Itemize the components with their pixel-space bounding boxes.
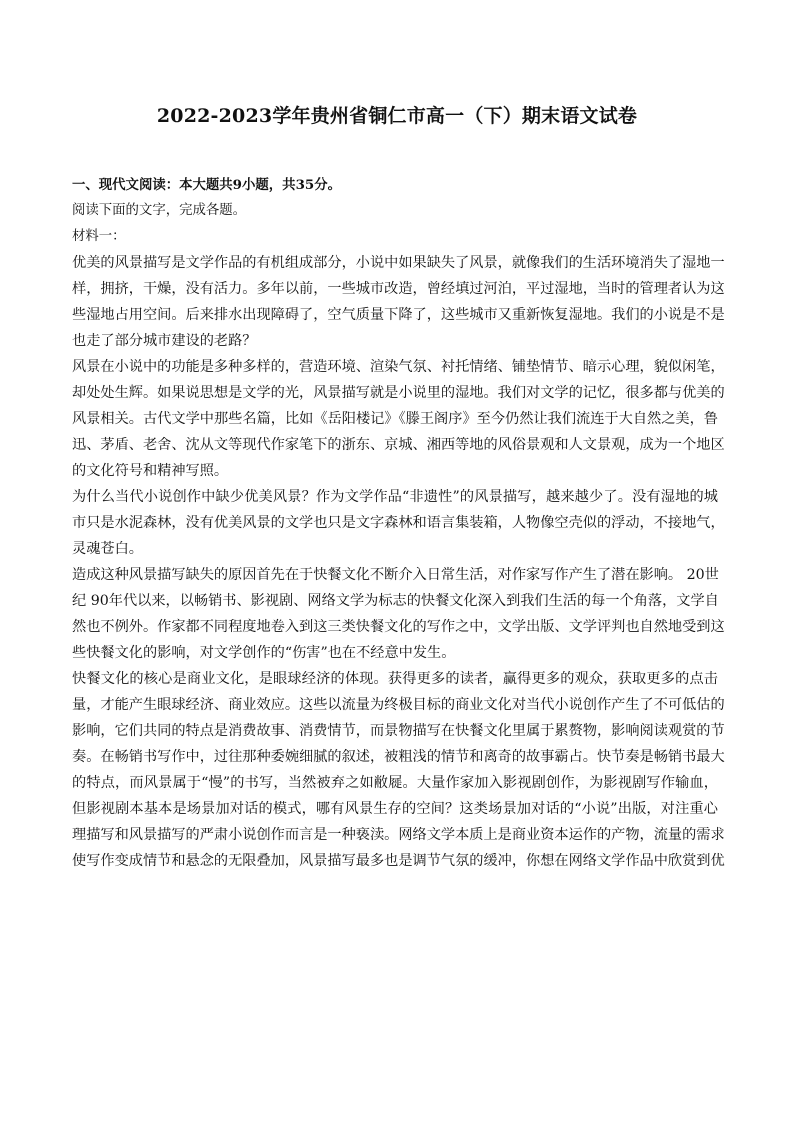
paragraph-line: 纪 90年代以来，以畅销书、影视剧、网络文学为标志的快餐文化深入到我们生活的每一个角落，文学自: [72, 593, 719, 609]
paragraph-line: 市只是水泥森林，没有优美风景的文学也只是文字森林和语言集装箱，人物像空壳似的浮动，不接地气，: [72, 515, 725, 531]
reading-instruction: 阅读下面的文字，完成各题。: [72, 203, 247, 218]
paragraph-line: 些湿地占用空间。后来排水出现障碍了，空气质量下降了，这些城市又重新恢复湿地。我们的小说是不是: [72, 307, 725, 323]
exam-title: 2022-2023学年贵州省铜仁市高一（下）期末语文试卷: [156, 105, 638, 127]
paragraph-line: 样，拥挤，干燥，没有活力。多年以前，一些城市改造，曾经填过河泊，平过湿地，当时的管理者认为这: [72, 281, 725, 297]
paragraph: [72, 666, 725, 874]
paragraph: [72, 250, 725, 354]
paragraph-line: 造成这种风景描写缺失的原因首先在于快餐文化不断介入日常生活，对作家写作产生了潜在影响。 20世: [72, 567, 719, 583]
paragraph: [72, 484, 725, 562]
paragraph-line: 的特点，而风景属于“慢”的书写，当然被弃之如敝屣。大量作家加入影视剧创作，为影视剧写作输血，: [72, 775, 718, 791]
paragraph-line: 优美的风景描写是文学作品的有机组成部分，小说中如果缺失了风景，就像我们的生活环境消失了湿地一: [72, 255, 725, 271]
paragraph-line: 的文化符号和精神写照。: [72, 463, 229, 479]
paragraph: [72, 562, 725, 666]
paragraph-line: 也走了部分城市建设的老路？: [72, 333, 257, 349]
paragraph-line: 风景在小说中的功能是多种多样的，营造环境、渲染气氛、衬托情绪、铺垫情节、暗示心理，貌似闲笔，: [72, 359, 725, 375]
paragraph-line: 却处处生辉。如果说思想是文学的光，风景描写就是小说里的湿地。我们对文学的记忆，很多都与优美的: [72, 385, 725, 401]
paragraph-line: 但影视剧本基本是场景加对话的模式，哪有风景生存的空间？这类场景加对话的“小说”出版，对注重心: [72, 801, 718, 817]
paragraph-line: 些快餐文化的影响，对文学创作的“伤害”也在不经意中发生。: [72, 645, 456, 661]
paragraph-line: 影响，它们共同的特点是消费故事、消费情节，而景物描写在快餐文化里属于累赘物，影响阅读观赏的节: [72, 723, 725, 739]
paragraph-line: 灵魂苍白。: [72, 541, 143, 557]
paragraph-line: 迅、茅盾、老舍、沈从文等现代作家笔下的浙东、京城、湘西等地的风俗景观和人文景观，成为一个地区: [72, 437, 725, 453]
paragraph-line: 理描写和风景描写的严肃小说创作而言是一种亵渎。网络文学本质上是商业资本运作的产物，流量的需求: [72, 827, 725, 843]
paragraph-line: 快餐文化的核心是商业文化，是眼球经济的体现。获得更多的读者，赢得更多的观众，获取更多的点击: [72, 671, 718, 687]
section-heading: 一、现代文阅读：本大题共9小题，共35分。: [72, 177, 341, 193]
paragraph-line: 使写作变成情节和悬念的无限叠加，风景描写最多也是调节气氛的缓冲，你想在网络文学作品中欣赏到优: [72, 853, 725, 869]
paragraph-line: 然也不例外。作家都不同程度地卷入到这三类快餐文化的写作之中，文学出版、文学评判也自然地受到这: [72, 619, 725, 635]
paragraph: [72, 354, 725, 484]
paragraph-line: 风景相关。古代文学中那些名篇，比如《岳阳楼记》《滕王阁序》至今仍然让我们流连于大自然之美，鲁: [72, 411, 718, 427]
paragraph-line: 量，才能产生眼球经济、商业效应。这些以流量为终极目标的商业文化对当代小说创作产生了不可低估的: [72, 697, 725, 713]
paragraph-line: 为什么当代小说创作中缺少优美风景？作为文学作品“非遗性”的风景描写，越来越少了。没有湿地的城: [72, 489, 718, 505]
material-label: 材料一：: [72, 229, 126, 244]
page-content: [72, 172, 725, 874]
paragraph-line: 奏。在畅销书写作中，过往那种委婉细腻的叙述，被粗浅的情节和离奇的故事霸占。快节奏是畅销书最大: [72, 749, 725, 765]
